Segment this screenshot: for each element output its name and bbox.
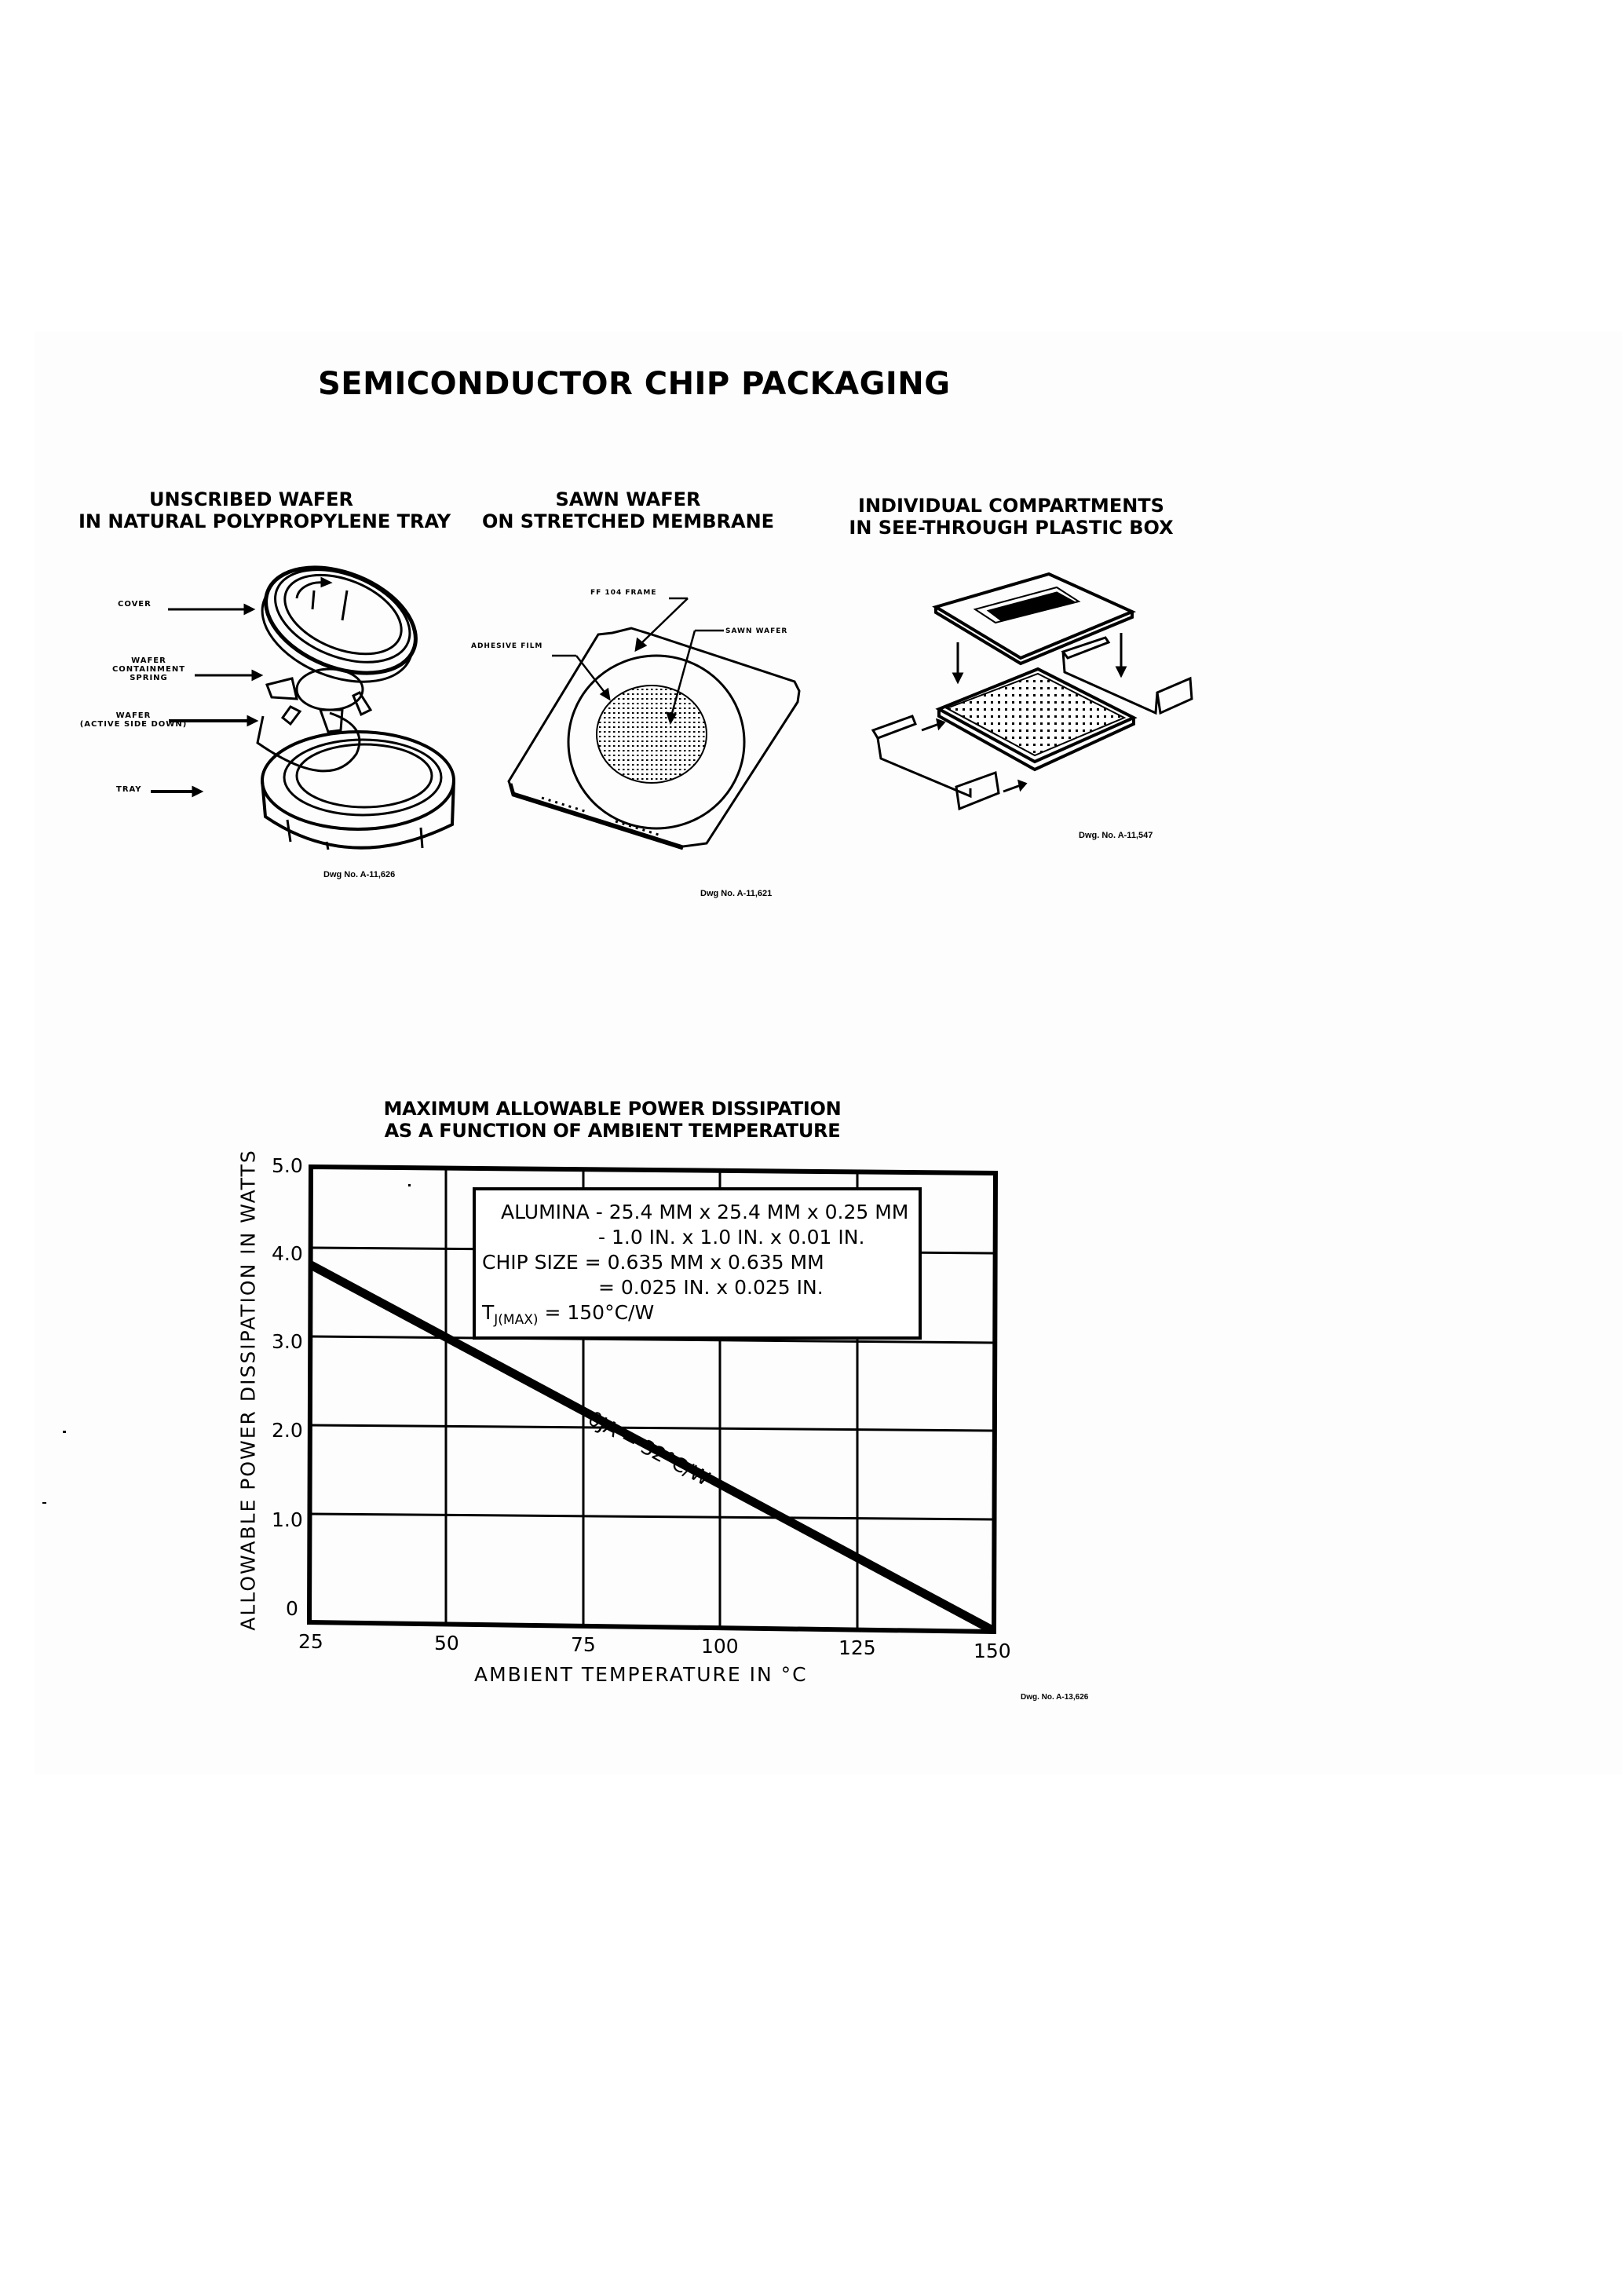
scan-speck [408,1184,411,1186]
y-tick-2: 2.0 [272,1419,303,1442]
scan-speck [42,1502,46,1504]
y-tick-4: 4.0 [272,1242,303,1265]
label-spring-line-3: SPRING [130,674,168,682]
y-tick-0: 0 [286,1597,298,1620]
chart-title-line-2: AS A FUNCTION OF AMBIENT TEMPERATURE [384,1120,841,1142]
label-sawn-wafer: SAWN WAFER [725,627,788,635]
page-title: SEMICONDUCTOR CHIP PACKAGING [318,366,951,402]
figure-2-drawing-number: Dwg No. A-11,621 [700,889,773,898]
figure-1-drawing-number: Dwg No. A-11,626 [323,870,396,879]
note-tj-max [482,1300,908,1333]
tj-symbol: T [482,1301,495,1324]
x-tick-75: 75 [571,1633,596,1656]
x-tick-100: 100 [701,1635,739,1658]
label-cover: COVER [118,600,152,609]
x-tick-150: 150 [974,1640,1011,1662]
figure-3-heading-line-2: IN SEE-THROUGH PLASTIC BOX [849,517,1174,539]
note-chip-size-inches: = 0.025 IN. x 0.025 IN. [598,1276,824,1299]
y-tick-1: 1.0 [272,1508,303,1531]
label-tray: TRAY [116,785,142,794]
chart-title-line-1: MAXIMUM ALLOWABLE POWER DISSIPATION [383,1098,842,1120]
figure-1-heading-line-1: UNSCRIBED WAFER [148,488,354,510]
tj-value: = 150°C/W [538,1301,655,1324]
label-ff104-frame: FF 104 FRAME [590,589,657,597]
note-alumina: ALUMINA - 25.4 MM x 25.4 MM x 0.25 MM [501,1201,909,1223]
tj-subscript: J(MAX) [494,1312,539,1328]
figure-2-heading-line-2: ON STRETCHED MEMBRANE [481,510,775,532]
scan-speck [63,1431,66,1433]
label-spring-line-1: WAFER [131,656,166,665]
note-chip-size: CHIP SIZE = 0.635 MM x 0.635 MM [482,1251,824,1274]
chart-drawing-number: Dwg. No. A-13,626 [1021,1693,1089,1702]
y-tick-5: 5.0 [272,1154,303,1177]
figure-1-heading-line-2: IN NATURAL POLYPROPYLENE TRAY [79,510,451,532]
y-tick-3: 3.0 [272,1330,303,1353]
x-tick-50: 50 [434,1632,459,1654]
label-spring-line-2: CONTAINMENT [111,665,186,674]
figure-3-heading-line-1: INDIVIDUAL COMPARTMENTS [858,495,1164,517]
figure-3-drawing-number: Dwg. No. A-11,547 [1079,831,1153,840]
x-axis-title: AMBIENT TEMPERATURE IN °C [474,1663,808,1686]
theta-ja-label: θJA = 32°C/W [584,1407,714,1490]
x-tick-25: 25 [298,1630,323,1653]
figure-2-heading-line-1: SAWN WAFER [555,488,701,510]
label-adhesive-film: ADHESIVE FILM [471,642,543,650]
y-axis-title: ALLOWABLE POWER DISSIPATION IN WATTS [236,1149,260,1631]
x-tick-125: 125 [838,1636,876,1659]
chart-note-box [482,1200,908,1333]
label-wafer-line-2: (ACTIVE SIDE DOWN) [79,720,188,729]
label-wafer-line-1: WAFER [115,711,152,720]
note-alumina-inches: - 1.0 IN. x 1.0 IN. x 0.01 IN. [598,1226,865,1249]
